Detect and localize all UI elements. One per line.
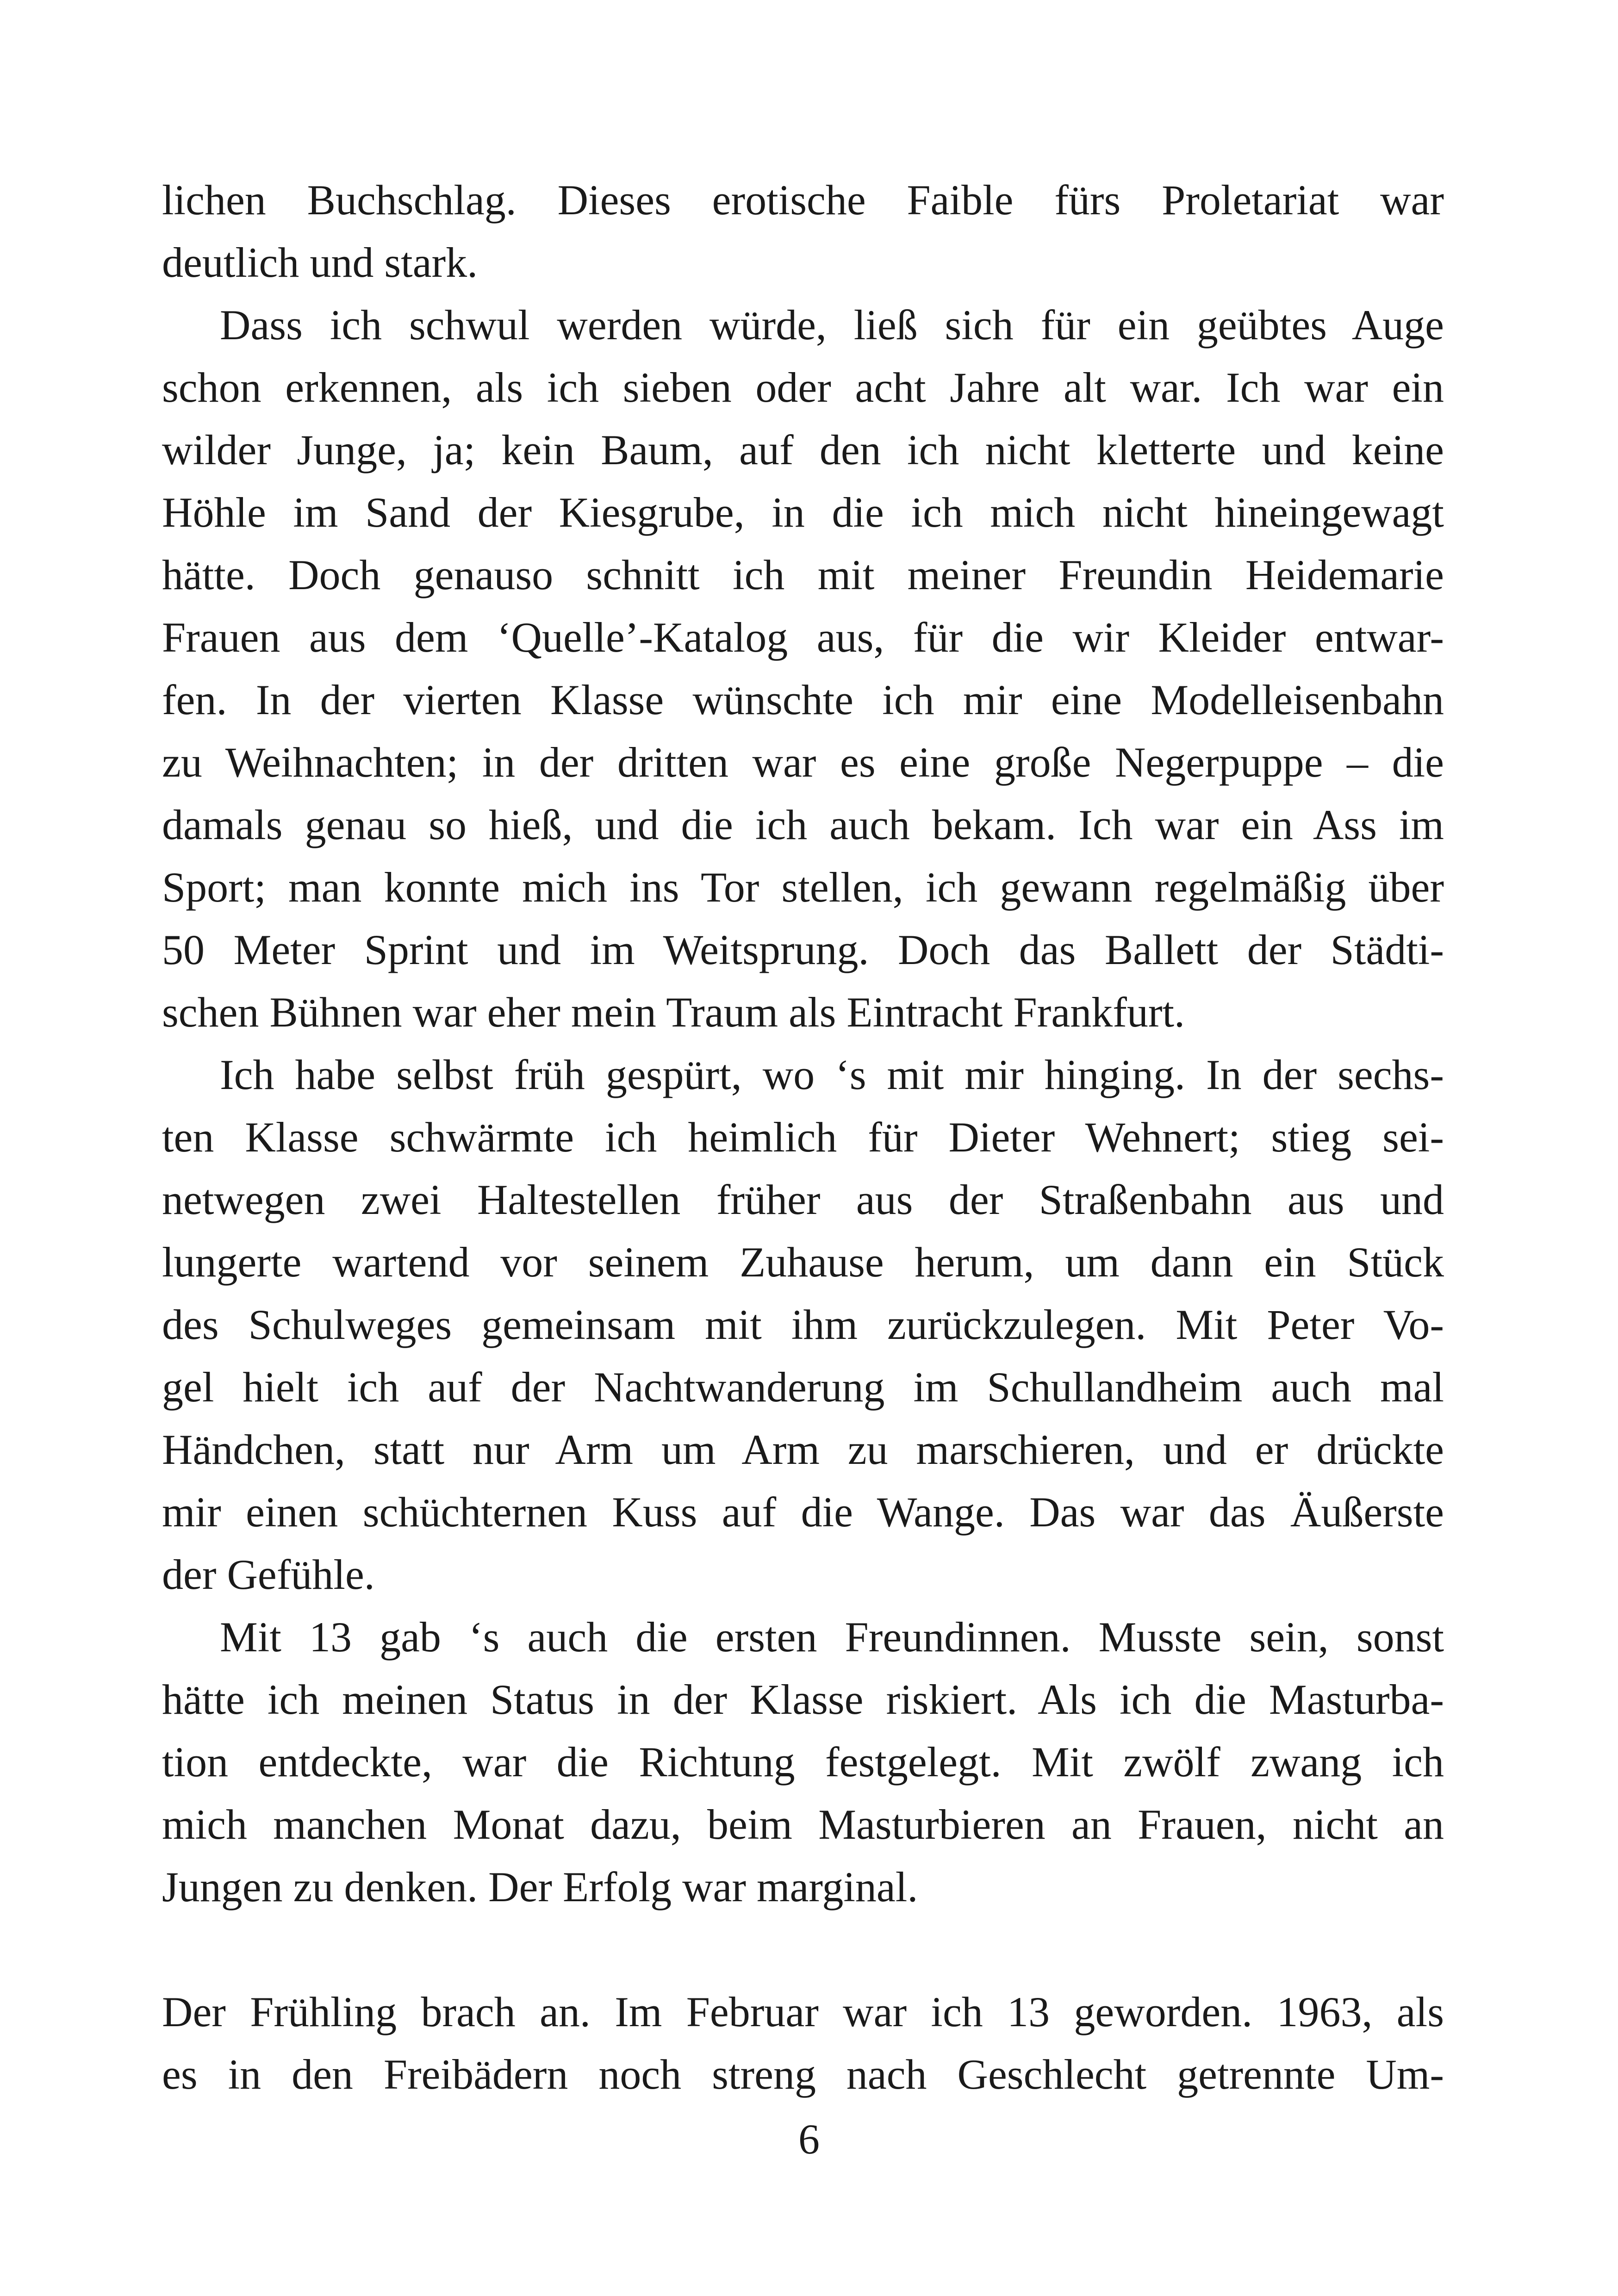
text-line: hätte ich meinen Status in der Klasse riskiert. Als ich die Masturba-	[162, 1676, 1444, 1723]
text-line: schen Bühnen war eher mein Traum als Eintracht Frankfurt.	[162, 989, 1185, 1036]
page-number: 6	[798, 2116, 820, 2163]
text-line: lichen Buchschlag. Dieses erotische Faible fürs Proletariat war	[162, 176, 1444, 224]
text-line: 50 Meter Sprint und im Weitsprung. Doch das Ballett der Städti-	[162, 926, 1444, 973]
paragraph-5	[162, 1981, 1444, 2106]
paragraph-2	[162, 294, 1444, 1044]
text-line: wilder Junge, ja; kein Baum, auf den ich nicht kletterte und keine	[162, 426, 1444, 473]
text-line: Frauen aus dem ‘Quelle’-Katalog aus, für die wir Kleider entwar-	[162, 614, 1444, 661]
text-line: Mit 13 gab ‘s auch die ersten Freundinnen. Musste sein, sonst	[220, 1613, 1444, 1661]
text-line: tion entdeckte, war die Richtung festgelegt. Mit zwölf zwang ich	[162, 1738, 1444, 1786]
text-line: des Schulweges gemeinsam mit ihm zurückzulegen. Mit Peter Vo-	[162, 1301, 1444, 1348]
text-line: der Gefühle.	[162, 1551, 375, 1598]
text-line: Dass ich schwul werden würde, ließ sich für ein geübtes Auge	[220, 301, 1444, 348]
text-line: mir einen schüchternen Kuss auf die Wange. Das war das Äußerste	[162, 1488, 1444, 1536]
text-line: ten Klasse schwärmte ich heimlich für Dieter Wehnert; stieg sei-	[162, 1114, 1444, 1161]
text-line: mich manchen Monat dazu, beim Masturbieren an Frauen, nicht an	[162, 1801, 1444, 1848]
text-line: deutlich und stark.	[162, 239, 478, 286]
text-line: gel hielt ich auf der Nachtwanderung im Schullandheim auch mal	[162, 1363, 1444, 1411]
text-line: netwegen zwei Haltestellen früher aus der Straßenbahn aus und	[162, 1176, 1444, 1223]
text-line: Händchen, statt nur Arm um Arm zu marschieren, und er drückte	[162, 1426, 1444, 1473]
text-line: Der Frühling brach an. Im Februar war ich 13 geworden. 1963, als	[162, 1988, 1444, 2035]
text-line: zu Weihnachten; in der dritten war es eine große Negerpuppe – die	[162, 739, 1444, 786]
section-break	[162, 1918, 1444, 1981]
text-line: schon erkennen, als ich sieben oder acht Jahre alt war. Ich war ein	[162, 364, 1444, 411]
text-line: hätte. Doch genauso schnitt ich mit meiner Freundin Heidemarie	[162, 551, 1444, 598]
body-text	[162, 169, 1444, 2106]
paragraph-1	[162, 169, 1444, 294]
text-line: Höhle im Sand der Kiesgrube, in die ich mich nicht hineingewagt	[162, 489, 1444, 536]
text-line: Jungen zu denken. Der Erfolg war marginal.	[162, 1863, 918, 1910]
paragraph-3	[162, 1044, 1444, 1606]
paragraph-4	[162, 1606, 1444, 1918]
text-line: Ich habe selbst früh gespürt, wo ‘s mit mir hinging. In der sechs-	[220, 1051, 1444, 1098]
text-line: Sport; man konnte mich ins Tor stellen, ich gewann regelmäßig über	[162, 864, 1444, 911]
text-line: damals genau so hieß, und die ich auch bekam. Ich war ein Ass im	[162, 801, 1444, 848]
text-line: fen. In der vierten Klasse wünschte ich mir eine Modelleisenbahn	[162, 676, 1444, 723]
text-line: lungerte wartend vor seinem Zuhause herum, um dann ein Stück	[162, 1238, 1444, 1286]
text-line: es in den Freibädern noch streng nach Geschlecht getrennte Um-	[162, 2051, 1444, 2098]
